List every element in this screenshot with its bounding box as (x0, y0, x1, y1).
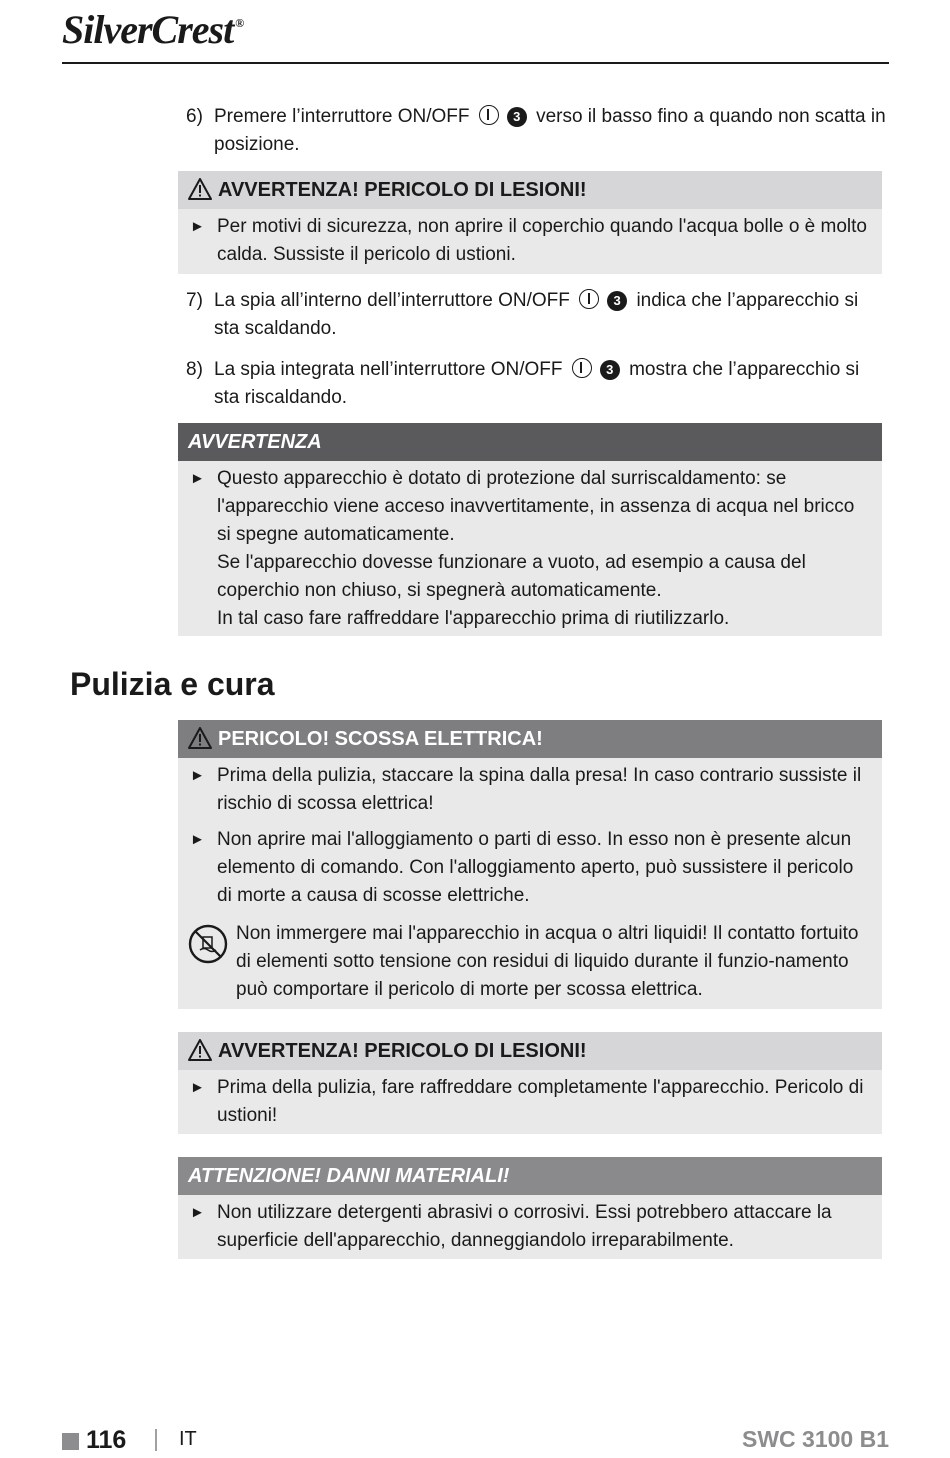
language-code: IT (179, 1428, 197, 1450)
warning-item: ► Prima della pulizia, fare raffreddare completamente l'apparecchio. Pericolo di ustioni! (188, 1074, 872, 1130)
warning-box-burn (178, 1032, 882, 1134)
no-immerse-item: Non immergere mai l'apparecchio in acqua o altri liquidi! Il contatto fortuito di elementi sotto tensione con residui di liquido durante il funzio-namento può comportare il pericolo di morte per scossa elettrica. (188, 920, 872, 1004)
danger-item: ► Non aprire mai l'alloggiamento o parti di esso. In esso non è presente alcun elemento di comando. Con l'alloggiamento aperto, può sussistere il pericolo di morte a causa di scosse elettriche. (188, 826, 872, 910)
danger-box-electric (178, 720, 882, 1009)
bullet-arrow-icon: ► (190, 1204, 205, 1221)
footer-divider (155, 1429, 157, 1451)
footer-square-icon (62, 1433, 79, 1450)
step-text: Premere l’interruttore ON/OFF (214, 106, 470, 127)
step-text: indica che l’apparecchio si sta scaldando. (214, 290, 859, 339)
no-immerse-icon (188, 924, 228, 964)
step-6 (186, 103, 886, 159)
notice-box-overheat (178, 423, 882, 636)
step-text: La spia all’interno dell’interruttore ON/OFF (214, 290, 570, 311)
warning-triangle-icon (188, 178, 212, 200)
step-text: La spia integrata nell’interruttore ON/OFF (214, 359, 563, 380)
notice-item: ► Questo apparecchio è dotato di protezione dal surriscaldamento: se l'apparecchio viene acceso inavvertitamente, in assenza di acqua nel bricco si spegne automaticamente. Se l'apparecchio dovesse funzionare a vuoto, ad esempio a causa del coperchio non chiuso, si spegnerà automaticamente. In tal caso fare raffreddare l'apparecchio prima di riutilizzarlo. (188, 465, 872, 633)
step-number: 6) (186, 106, 203, 127)
warning-box-injury (178, 171, 882, 274)
brand-logo: SilverCrest ® (62, 7, 244, 52)
warning-header: AVVERTENZA! PERICOLO DI LESIONI! (178, 1032, 882, 1070)
header-rule (62, 62, 889, 64)
attention-box-damage (178, 1157, 882, 1259)
step-text: verso il basso fino a quando non scatta in posizione. (214, 106, 886, 155)
step-number: 7) (186, 290, 203, 311)
attention-header: ATTENZIONE! DANNI MATERIALI! (178, 1157, 882, 1195)
on-off-icon (479, 105, 499, 125)
step-text: mostra che l’apparecchio si sta riscaldando. (214, 359, 860, 408)
attention-item: ► Non utilizzare detergenti abrasivi o corrosivi. Essi potrebbero attaccare la superficie dell'apparecchio, danneggiandolo irreparabilmente. (188, 1199, 872, 1255)
danger-item: ► Prima della pulizia, staccare la spina dalla presa! In caso contrario sussiste il rischio di scossa elettrica! (188, 762, 872, 818)
bullet-arrow-icon: ► (190, 1079, 205, 1096)
step-number: 8) (186, 359, 203, 380)
section-title: Pulizia e cura (70, 666, 275, 702)
warning-triangle-icon (188, 727, 212, 749)
bullet-arrow-icon: ► (190, 831, 205, 848)
warning-triangle-icon (188, 1039, 212, 1061)
warning-item: ► Per motivi di sicurezza, non aprire il coperchio quando l'acqua bolle o è molto calda. Sussiste il pericolo di ustioni. (188, 213, 872, 269)
bullet-arrow-icon: ► (190, 218, 205, 235)
part-number-badge: 3 (600, 360, 620, 380)
part-number-badge: 3 (607, 291, 627, 311)
bullet-arrow-icon: ► (190, 470, 205, 487)
on-off-icon (572, 358, 592, 378)
page-number: 116 (86, 1426, 127, 1454)
model-number: SWC 3100 B1 (741, 1426, 889, 1452)
step-8 (186, 356, 886, 412)
danger-header: PERICOLO! SCOSSA ELETTRICA! (178, 720, 882, 758)
warning-header: AVVERTENZA! PERICOLO DI LESIONI! (178, 171, 882, 209)
on-off-icon (579, 289, 599, 309)
bullet-arrow-icon: ► (190, 767, 205, 784)
step-7 (186, 287, 886, 343)
part-number-badge: 3 (507, 107, 527, 127)
notice-header: AVVERTENZA (178, 423, 882, 461)
page-footer (62, 1426, 889, 1458)
